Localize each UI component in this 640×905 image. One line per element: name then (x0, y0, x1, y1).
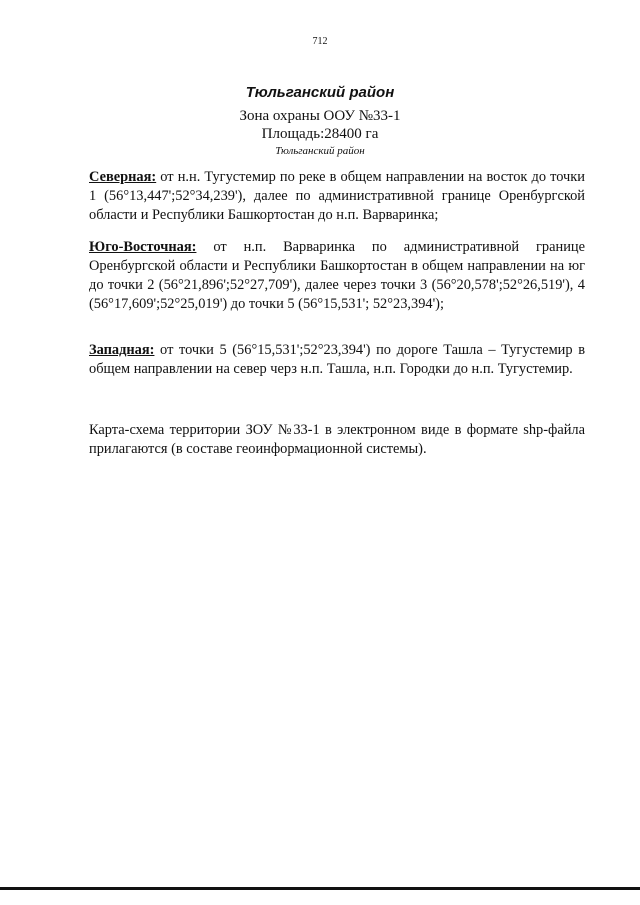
map-note-paragraph: Карта-схема территории ЗОУ №33-1 в электронном виде в формате shp-файла прилагаются (в составе геоинформационной системы). (89, 422, 585, 457)
west-boundary-paragraph (89, 341, 585, 379)
north-boundary-text: от н.н. Тугустемир по реке в общем направлении на восток до точки 1 (56°13,447';52°34,239'), далее по административной границе Оренбургской области и Республики Башкортостан до н.п. Варваринка; (89, 169, 585, 223)
north-boundary-label: Северная: (89, 169, 157, 185)
west-boundary-text: от точки 5 (56°15,531';52°23,394') по дороге Ташла – Тугустемир в общем направлении на север черз н.п. Ташла, н.п. Городки до н.п. Тугустемир. (89, 342, 585, 377)
page-number: 712 (312, 36, 328, 47)
southeast-boundary-text: от н.п. Варваринка по административной границе Оренбургской области и Республики Башкортостан в общем направлении на юг до точки 2 (56°21,896';52°27,709'), далее через точки 3 (56°20,578';52°26,519'), 4 (56°17,609';52°25,019') до точки 5 (56°15,531'; 52°23,394'); (89, 239, 585, 312)
district-title: Тюльганский район (245, 84, 395, 101)
southeast-boundary-label: Юго-Восточная: (89, 239, 197, 255)
zone-district: Тюльганский район (275, 145, 365, 157)
north-boundary-paragraph (89, 168, 585, 225)
bottom-rule (0, 887, 640, 890)
west-boundary-label: Западная: (89, 342, 155, 358)
southeast-boundary-paragraph (89, 238, 585, 314)
zone-area: Площадь:28400 га (261, 126, 379, 142)
zone-name: Зона охраны ООУ №33-1 (239, 108, 401, 124)
